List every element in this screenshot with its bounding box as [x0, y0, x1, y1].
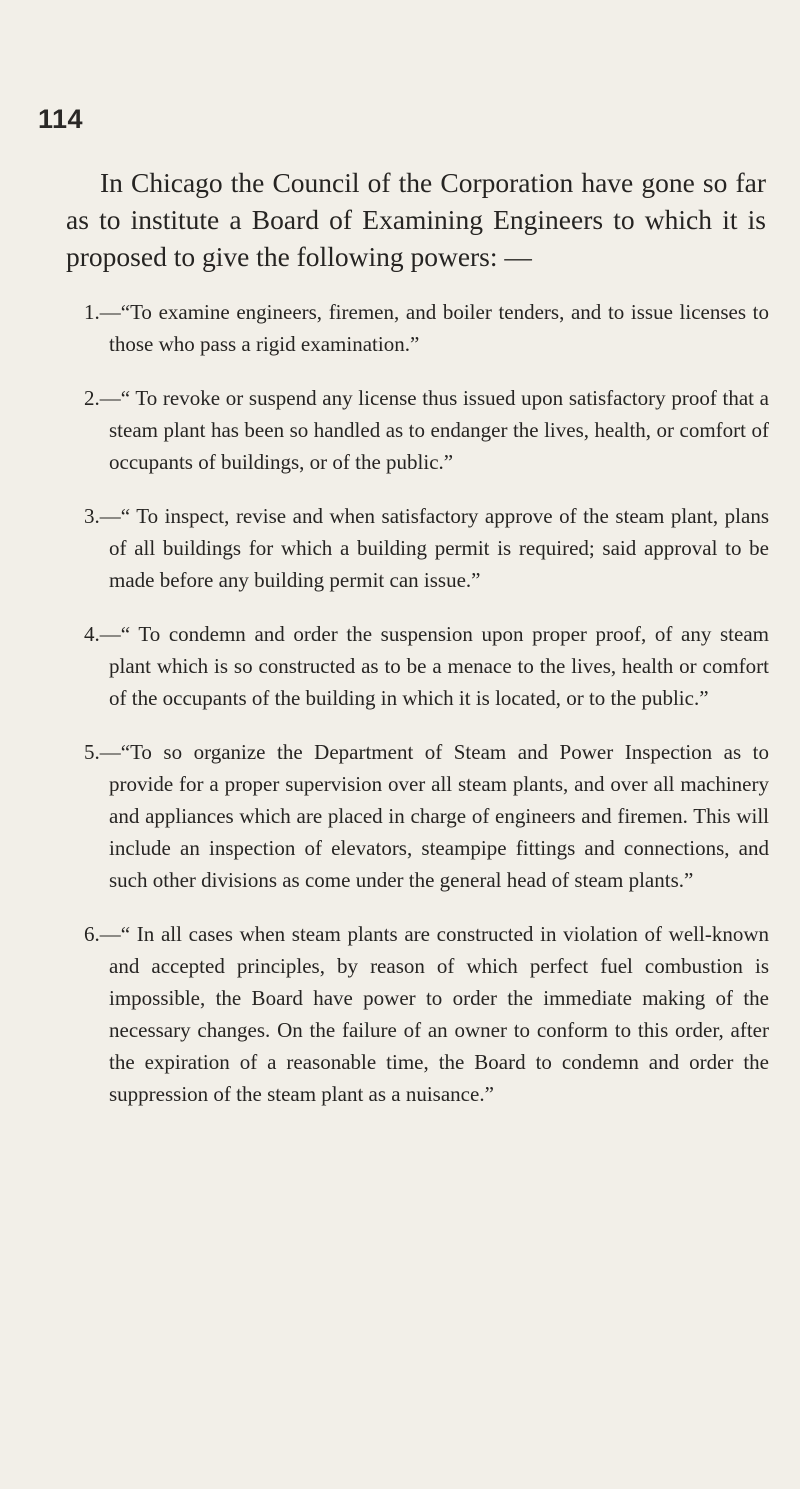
powers-list	[0, 296, 800, 1132]
power-number: 1.	[84, 300, 100, 324]
power-text: —“To examine engineers, firemen, and boiler tenders, and to issue licenses to those who pass a rigid examination.”	[99, 300, 769, 356]
page-number: 114	[38, 104, 84, 134]
power-item	[0, 918, 769, 1110]
power-number: 5.	[84, 740, 100, 764]
power-text: —“ To revoke or suspend any license thus issued upon satisfactory proof that a steam plant has been so handled as to endanger the lives, health, or comfort of occupants of buildings, or of the public.”	[99, 386, 769, 474]
power-text: —“To so organize the Department of Steam and Power Inspection as to provide for a proper supervision over all steam plants, and over all machinery and appliances which are placed in charge of engineers and firemen. This will include an inspection of elevators, steampipe fittings and connections, and such other divisions as come under the general head of steam plants.”	[99, 740, 769, 892]
power-text: —“ To condemn and order the suspension upon proper proof, of any steam plant which is so constructed as to be a menace to the lives, health or comfort of the occupants of the building in which it is located, or to the public.”	[99, 622, 769, 710]
power-number: 2.	[84, 386, 100, 410]
power-item	[0, 618, 769, 714]
power-text: —“ To inspect, revise and when satisfactory approve of the steam plant, plans of all buildings for which a building permit is required; said approval to be made before any building permit can issue.”	[99, 504, 769, 592]
power-number: 3.	[84, 504, 100, 528]
power-text: —“ In all cases when steam plants are constructed in violation of well-known and accepted principles, by reason of which perfect fuel combustion is impossible, the Board have power to order the immediate making of the necessary changes. On the failure of an owner to conform to this order, after the expiration of a reasonable time, the Board to condemn and order the suppression of the steam plant as a nuisance.”	[99, 922, 769, 1106]
power-number: 6.	[84, 922, 100, 946]
power-number: 4.	[84, 622, 100, 646]
power-item	[0, 296, 769, 360]
power-item	[0, 382, 769, 478]
intro-paragraph: In Chicago the Council of the Corporation have gone so far as to institute a Board of Examining Engineers to which it is proposed to give the following powers: —	[66, 167, 766, 272]
power-item	[0, 736, 769, 896]
power-item	[0, 500, 769, 596]
